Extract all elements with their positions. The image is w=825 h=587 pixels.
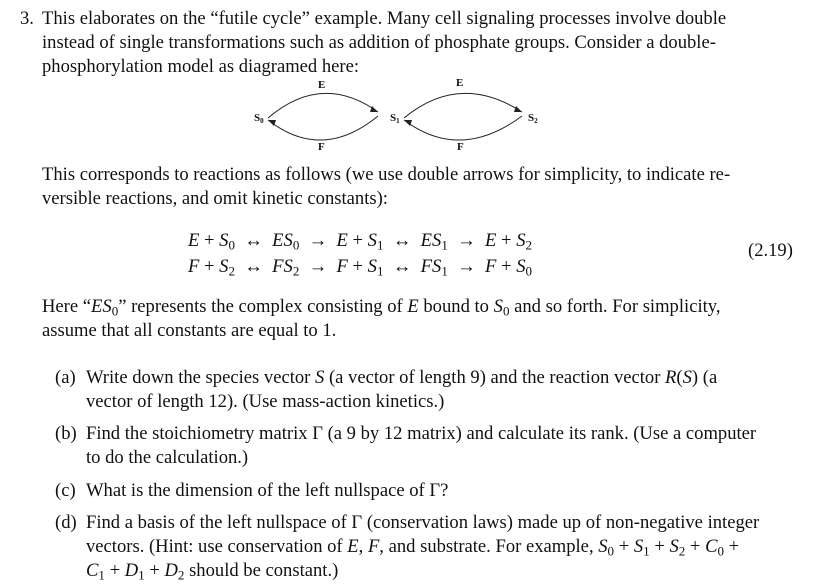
species-s1: S1 bbox=[390, 112, 400, 125]
enzyme-f-right: F bbox=[457, 141, 464, 153]
part-d-line-1: Find a basis of the left nullspace of Γ (conservation laws) made up of non-negative integer bbox=[86, 512, 760, 533]
part-a: (a) Write down the species vector S (a vector of length 9) and the reaction vector R(S) (a bbox=[55, 367, 718, 388]
equation-number: (2.19) bbox=[748, 240, 793, 261]
reaction-row-1: $E + S_0$ ↔ $ES_0 \to E + S_1$ ↔ $ES_1 \to E + S_2$ bbox=[188, 230, 532, 253]
part-a-line-2: vector of length 12). (Use mass-action kinetics.) bbox=[86, 391, 445, 412]
part-b bbox=[55, 423, 756, 445]
problem-intro-line-1: 3. This elaborates on the “futile cycle” example. Many cell signaling processes involve double bbox=[20, 8, 727, 29]
reaction-row-2: $F + S_2$ ↔ $FS_2 \to F + S_1$ ↔ $FS_1 \to F + S_0$ bbox=[188, 256, 532, 279]
part-b-label: (b) bbox=[55, 423, 77, 444]
para3-line-1: Here “$ES_0$” represents the complex consisting of E bound to $S_0$ and so forth. For simplicity, bbox=[42, 296, 721, 319]
part-d bbox=[55, 512, 759, 534]
part-c-label: (c) bbox=[55, 480, 76, 501]
part-c-line-1: What is the dimension of the left nullspace of Γ? bbox=[86, 480, 449, 501]
para2-line-2: versible reactions, and omit kinetic constants): bbox=[42, 188, 388, 209]
enzyme-e-right: E bbox=[456, 77, 464, 89]
part-b-line-1: Find the stoichiometry matrix Γ (a 9 by 12 matrix) and calculate its rank. (Use a computer bbox=[86, 423, 757, 444]
part-b-line-2: to do the calculation.) bbox=[86, 447, 249, 468]
curve-top-right bbox=[404, 93, 522, 118]
enzyme-e-left: E bbox=[318, 79, 326, 91]
problem-intro-line-3: phosphorylation model as diagramed here: bbox=[42, 56, 360, 77]
part-d-line-2: vectors. (Hint: use conservation of E, F, and substrate. For example, $S_0 + S_1 + S_2 + C_0$ + bbox=[86, 536, 740, 559]
problem-intro-line-2: instead of single transformations such as addition of phosphate groups. Consider a double- bbox=[42, 32, 716, 53]
species-s0: S0 bbox=[254, 112, 264, 125]
species-s2: S2 bbox=[528, 112, 538, 125]
part-c bbox=[55, 480, 448, 502]
part-a-label: (a) bbox=[55, 367, 76, 388]
curve-bottom-left bbox=[268, 116, 378, 140]
part-d-line-3: $C_1 + D_1 + D_2$ should be constant.) bbox=[86, 560, 339, 583]
arrowhead-2 bbox=[514, 106, 522, 112]
part-d-label: (d) bbox=[55, 512, 77, 533]
curve-bottom-right bbox=[404, 116, 522, 140]
para2-line-1: This corresponds to reactions as follows (we use double arrows for simplicity, to indicate re- bbox=[42, 164, 731, 185]
curve-top-left bbox=[268, 93, 378, 118]
problem-number: 3. bbox=[20, 8, 34, 29]
enzyme-f-left: F bbox=[318, 141, 325, 153]
para3-line-2: assume that all constants are equal to 1. bbox=[42, 320, 337, 341]
